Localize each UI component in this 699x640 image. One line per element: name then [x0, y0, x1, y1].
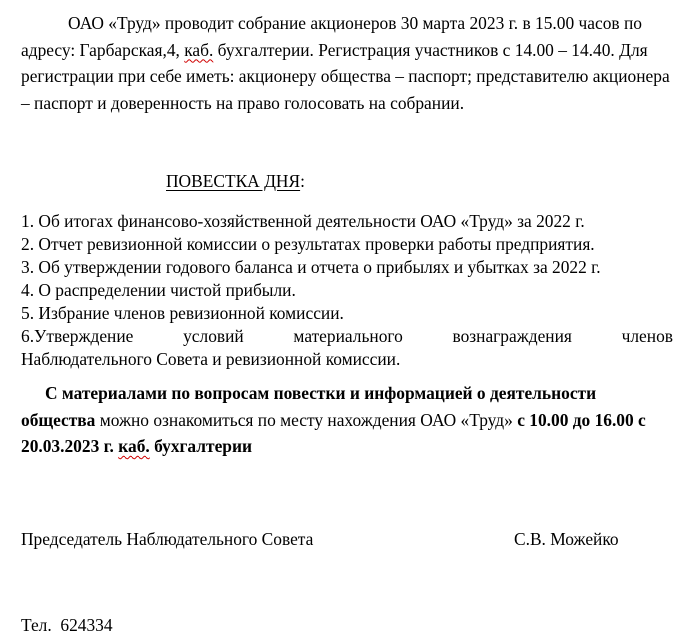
announcement-text-part1: ОАО «Труд» проводит собрание акционеров 30 марта 2023 г. в 15.00 часов по адресу: Гарбарская,4, — [21, 13, 642, 60]
agenda-item-4: 4. О распределении чистой прибыли. — [21, 280, 296, 300]
materials-bold-intro: С материалами по вопросам повестки и информацией о деятельности общества — [21, 383, 597, 430]
materials-schedule: с 10.00 до 16.00 с 20.03.2023 г. — [21, 409, 646, 456]
agenda-item-6-line1: 6.Утверждение условий материального вознаграждения членов — [21, 326, 673, 346]
agenda-item-3: 3. Об утверждении годового баланса и отчета о прибылях и убытках за 2022 г. — [21, 257, 601, 277]
signatory-title: Председатель Наблюдательного Совета — [21, 529, 314, 549]
agenda-list — [21, 210, 673, 371]
announcement-text-part2: бухгалтерии. Регистрация участников с 14.00 – 14.40. Для регистрации при себе иметь: акционеру общества – паспорт; представителю акционера – паспорт и доверенность на право голосовать на собрании. — [21, 39, 670, 113]
agenda-item-6-line2: Наблюдательного Совета и ревизионной комиссии. — [21, 349, 401, 369]
spellcheck-word-kab-2[interactable]: каб. — [118, 436, 150, 456]
materials-department: бухгалтерии — [149, 436, 252, 456]
agenda-heading-text[interactable]: ПОВЕСТКА ДНЯ — [166, 171, 301, 191]
document-body — [21, 10, 673, 635]
materials-paragraph — [21, 380, 673, 460]
agenda-item-2: 2. Отчет ревизионной комиссии о результатах проверки работы предприятия. — [21, 234, 595, 254]
meeting-announcement-paragraph — [21, 10, 673, 116]
signature-block — [21, 526, 641, 552]
spellcheck-word-kab[interactable]: каб. — [184, 39, 214, 60]
agenda-heading-colon: : — [300, 171, 305, 191]
signatory-name: С.В. Можейко — [514, 529, 619, 549]
materials-location-text: можно ознакомиться по месту нахождения ОАО «Труд» — [95, 409, 518, 430]
agenda-item-1: 1. Об итогах финансово-хозяйственной деятельности ОАО «Труд» за 2022 г. — [21, 211, 585, 231]
phone-number: Тел. 624334 — [21, 615, 113, 635]
agenda-heading — [166, 168, 305, 194]
agenda-item-5: 5. Избрание членов ревизионной комиссии. — [21, 303, 344, 323]
